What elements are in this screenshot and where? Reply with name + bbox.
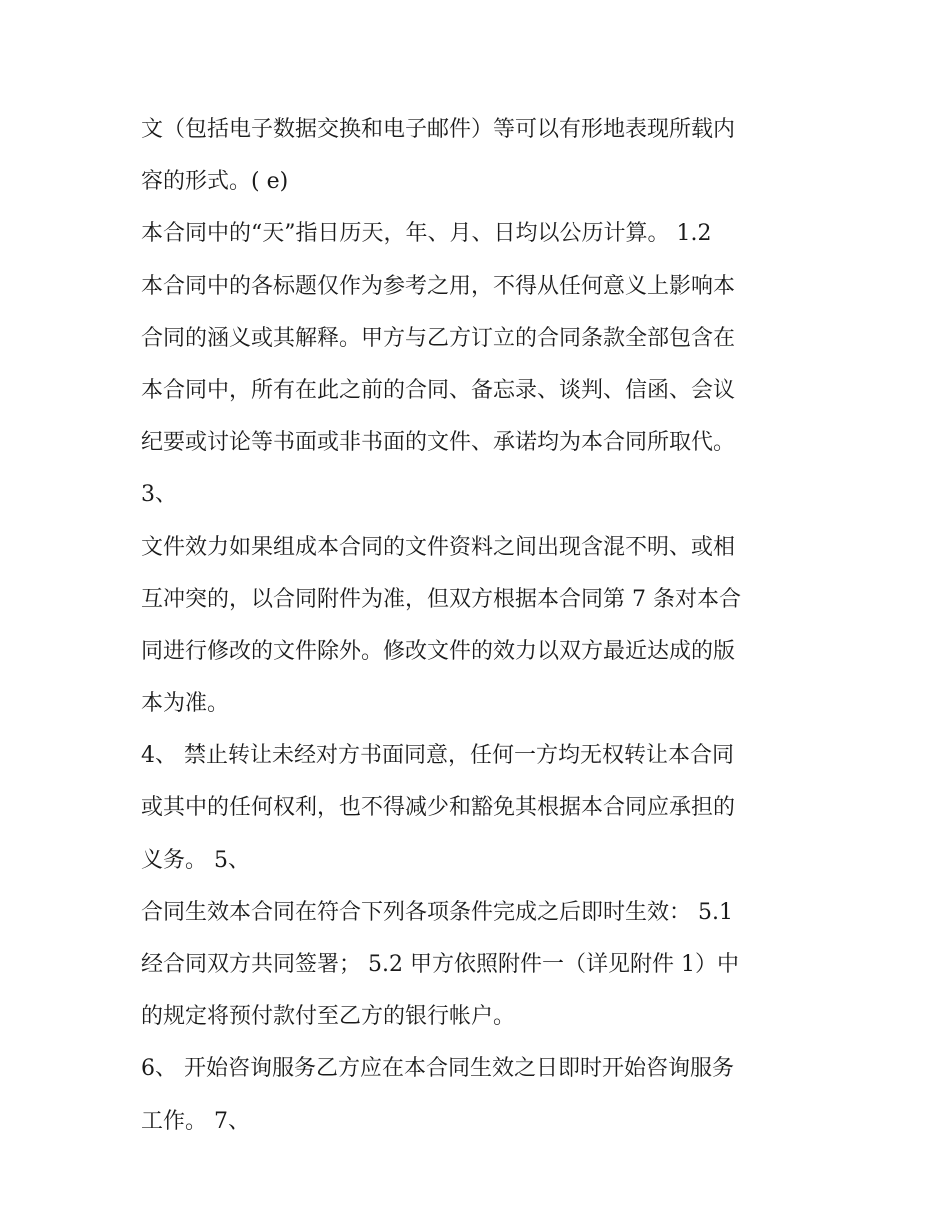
text-line-4: 本合同中的各标题仅作为参考之用，不得从任何意义上影响本 bbox=[141, 273, 736, 299]
text-line-18: 的规定将预付款付至乙方的银行帐户。 bbox=[141, 1004, 516, 1030]
text-line-13: 4、 禁止转让未经对方书面同意，任何一方均无权转让本合同 bbox=[141, 743, 734, 769]
text-line-15: 义务。 5、 bbox=[141, 847, 250, 873]
text-line-2: 容的形式。( e) bbox=[141, 169, 289, 195]
text-line-1: 文（包括电子数据交换和电子邮件）等可以有形地表现所载内 bbox=[141, 117, 736, 142]
text-line-20: 工作。 7、 bbox=[141, 1108, 250, 1134]
text-line-19: 6、 开始咨询服务乙方应在本合同生效之日即时开始咨询服务 bbox=[141, 1056, 734, 1082]
text-line-14: 或其中的任何权利，也不得减少和豁免其根据本合同应承担的 bbox=[141, 795, 736, 821]
text-line-12: 本为准。 bbox=[141, 691, 230, 717]
text-line-3: 本合同中的“天”指日历天，年、月、日均以公历计算。 1.2 bbox=[141, 221, 712, 247]
text-line-11: 同进行修改的文件除外。修改文件的效力以双方最近达成的版 bbox=[141, 638, 736, 664]
text-line-5: 合同的涵义或其解释。甲方与乙方订立的合同条款全部包含在 bbox=[141, 325, 736, 351]
text-line-10: 互冲突的，以合同附件为准，但双方根据本合同第 7 条对本合 bbox=[141, 586, 741, 612]
text-line-16: 合同生效本合同在符合下列各项条件完成之后即时生效： 5.1 bbox=[141, 899, 733, 925]
text-line-6: 本合同中，所有在此之前的合同、备忘录、谈判、信函、会议 bbox=[141, 377, 736, 403]
text-line-7: 纪要或讨论等书面或非书面的文件、承诺均为本合同所取代。 bbox=[141, 430, 736, 456]
text-line-8: 3、 bbox=[141, 482, 177, 508]
document-body bbox=[141, 104, 831, 1148]
text-line-9: 文件效力如果组成本合同的文件资料之间出现含混不明、或相 bbox=[141, 534, 736, 560]
text-line-17: 经合同双方共同签署； 5.2 甲方依照附件一（详见附件 1）中 bbox=[141, 952, 739, 977]
